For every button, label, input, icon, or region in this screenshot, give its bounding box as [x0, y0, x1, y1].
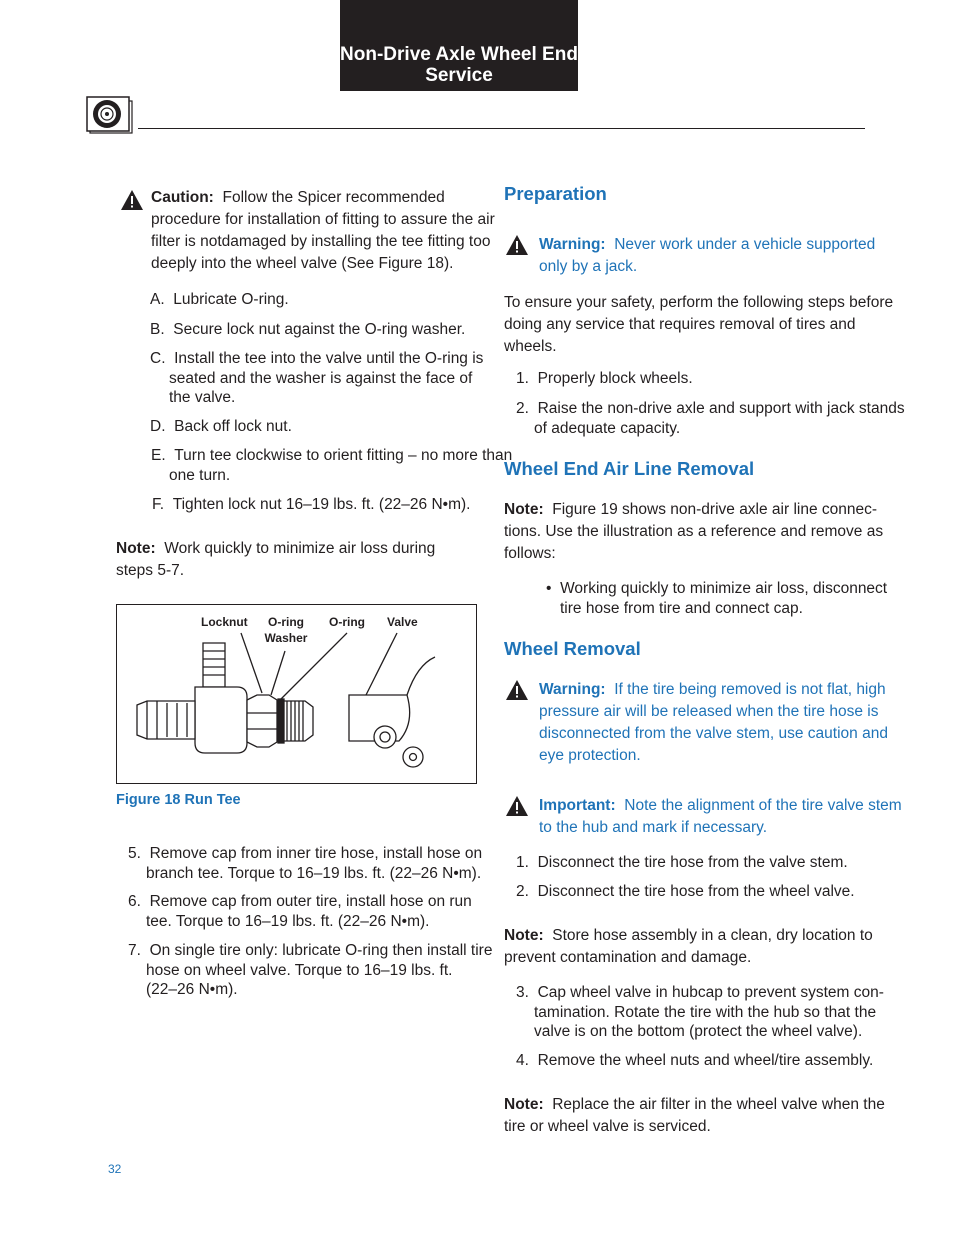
caution-text-line: procedure for installation of fitting to assure the air — [151, 211, 495, 228]
warning-triangle-icon — [120, 189, 144, 211]
wheel-step: 2. Disconnect the tire hose from the wheel valve. — [516, 883, 855, 900]
lettered-step: C. Install the tee into the valve until the O-ring is seated and the washer is against the face of the valve. — [150, 350, 484, 406]
figure-label-oring-washer: O-ring Washer — [264, 615, 308, 645]
header-rule — [138, 128, 865, 129]
wheel-step: 1. Disconnect the tire hose from the valve stem. — [516, 854, 848, 871]
heading-preparation: Preparation — [504, 183, 607, 204]
heading-wheel-removal: Wheel Removal — [504, 638, 641, 659]
wheel-step: 4. Remove the wheel nuts and wheel/tire assembly. — [516, 1052, 874, 1069]
figure-caption: Figure 18 Run Tee — [116, 792, 241, 808]
air-bullet: • Working quickly to minimize air loss, disconnect tire hose from tire and connect cap. — [546, 580, 888, 617]
figure-label-locknut: Locknut — [201, 615, 248, 629]
note-label: Note: — [116, 540, 156, 557]
warning-triangle-icon — [505, 234, 529, 256]
caution-label: Caution: — [151, 189, 214, 206]
numbered-step: 5. Remove cap from inner tire hose, install hose on branch tee. Torque to 16–19 lbs. ft. (22–26 N•m). — [128, 845, 483, 882]
numbered-step: 7. On single tire only: lubricate O-ring then install tire hose on wheel valve. Torque to 16–19 lbs. ft. (22–26 N•m). — [128, 942, 493, 998]
page-number: 32 — [108, 1162, 122, 1176]
filter-note: Note: Replace the air filter in the wheel valve when the tire or wheel valve is serviced. — [504, 1096, 885, 1135]
caution-text-line: deeply into the wheel valve (See Figure 18). — [151, 255, 454, 272]
warning-label: Warning: — [539, 681, 606, 698]
warning-label: Warning: — [539, 236, 606, 253]
section-title-line-2: Service — [425, 65, 493, 86]
figure-label-valve: Valve — [387, 615, 418, 629]
note-block: Note: Work quickly to minimize air loss during steps 5-7. — [116, 540, 436, 579]
run-tee-illustration — [117, 605, 476, 783]
important-block: Important: Note the alignment of the tire valve stem to the hub and mark if necessary. — [539, 797, 902, 836]
prep-intro: To ensure your safety, perform the following steps before doing any service that requires removal of tires and wheels. — [504, 294, 894, 355]
bullet-icon: • — [546, 580, 552, 597]
caution-block — [151, 187, 495, 275]
heading-air-line-removal: Wheel End Air Line Removal — [504, 458, 755, 479]
prep-step: 2. Raise the non-drive axle and support with jack stands of adequate capacity. — [516, 400, 905, 437]
numbered-step: 6. Remove cap from outer tire, install hose on run tee. Torque to 16–19 lbs. ft. (22–26 N•m). — [128, 893, 472, 930]
lettered-step: F. Tighten lock nut 16–19 lbs. ft. (22–26 N•m). — [152, 496, 471, 513]
wheel-hub-icon — [86, 95, 136, 135]
air-note: Note: Figure 19 shows non-drive axle air line connec- tions. Use the illustration as a reference and remove as follows: — [504, 501, 884, 562]
lettered-step: B. Secure lock nut against the O-ring washer. — [150, 321, 466, 338]
caution-text-line: Follow the Spicer recommended — [222, 189, 445, 206]
lettered-step: E. Turn tee clockwise to orient fitting – no more than one turn. — [151, 447, 513, 484]
wheel-step: 3. Cap wheel valve in hubcap to prevent system con- tamination. Rotate the tire with the hub so that the valve is on the bottom (protect the wheel valve). — [516, 984, 884, 1040]
warning-triangle-icon — [505, 679, 529, 701]
important-label: Important: — [539, 797, 616, 814]
prep-step: 1. Properly block wheels. — [516, 370, 693, 387]
section-title-line-1: Non-Drive Axle Wheel End — [340, 44, 578, 65]
figure-label-oring: O-ring — [329, 615, 365, 629]
warning-triangle-icon — [505, 795, 529, 817]
prep-warning: Warning: Never work under a vehicle supported only by a jack. — [539, 236, 876, 275]
wheel-warning: Warning: If the tire being removed is not flat, high pressure air will be released when the tire hose is disconnected from the valve stem, use caution and eye protection. — [539, 681, 888, 764]
lettered-step: D. Back off lock nut. — [150, 418, 292, 435]
store-note: Note: Store hose assembly in a clean, dry location to prevent contamination and damage. — [504, 927, 873, 966]
section-title-box — [340, 0, 578, 91]
caution-text-line: filter is notdamaged by installing the tee fitting too — [151, 233, 491, 250]
lettered-step: A. Lubricate O-ring. — [150, 291, 289, 308]
